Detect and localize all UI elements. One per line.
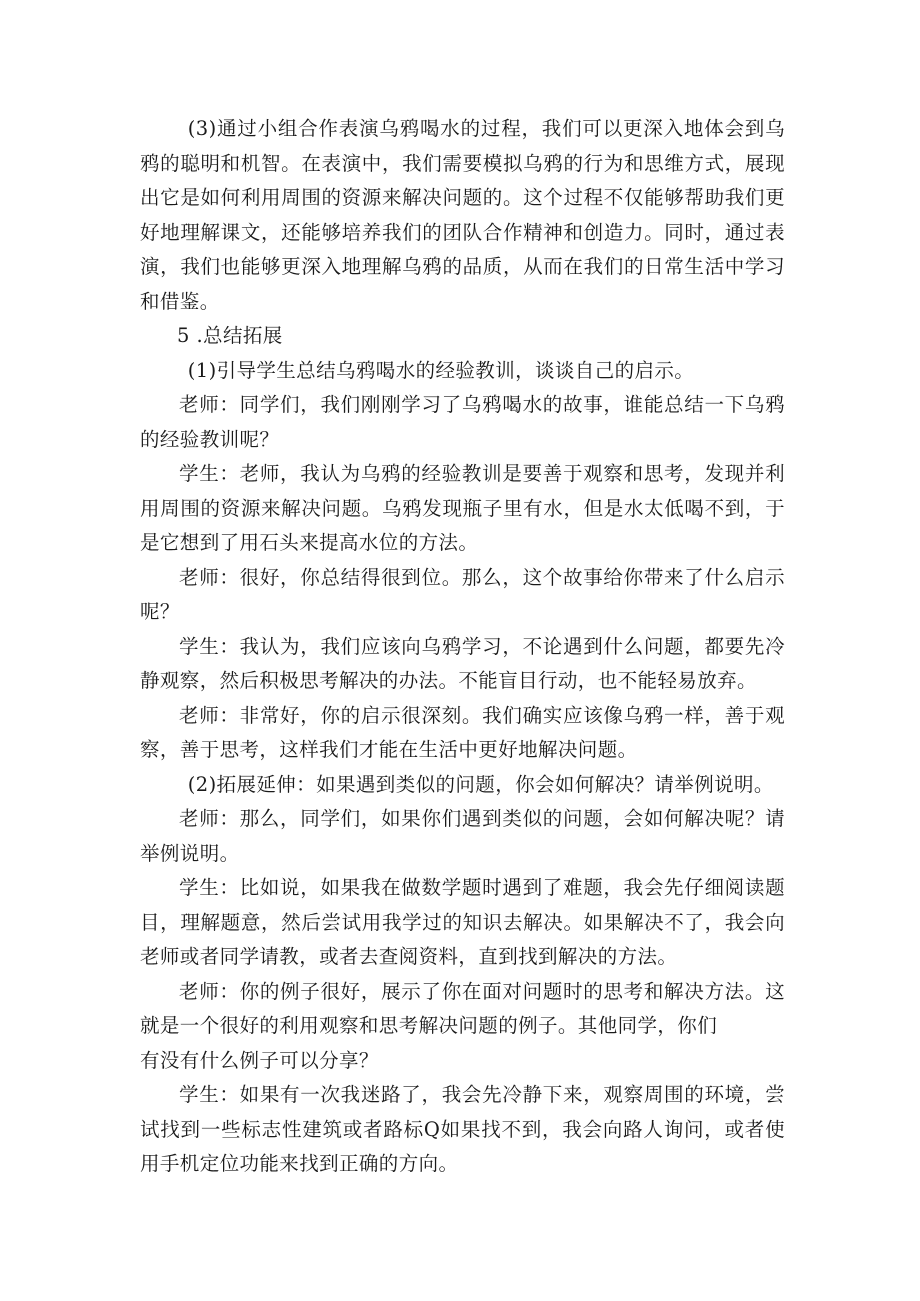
document-page: [140, 112, 785, 1182]
paragraph-item-2-extension: (2)拓展延伸：如果遇到类似的问题，你会如何解决？请举例说明。: [187, 772, 774, 796]
dialogue-student-3: 学生：比如说，如果我在做数学题时遇到了难题，我会先仔细阅读题目，理解题意，然后尝试用我学过的知识去解决。如果解决不了，我会向老师或者同学请教，或者去查阅资料，直到找到解决的方法。: [140, 876, 785, 968]
paragraph-item-1-summary: (1)引导学生总结乌鸦喝水的经验教训，谈谈自己的启示。: [187, 358, 695, 382]
dialogue-student-1: 学生：老师，我认为乌鸦的经验教训是要善于观察和思考，发现并利用周围的资源来解决问题。乌鸦发现瓶子里有水，但是水太低喝不到，于是它想到了用石头来提高水位的方法。: [140, 462, 785, 554]
dialogue-teacher-3: 老师：非常好，你的启示很深刻。我们确实应该像乌鸦一样，善于观察，善于思考，这样我们才能在生活中更好地解决问题。: [140, 703, 785, 761]
dialogue-teacher-4: 老师：那么，同学们，如果你们遇到类似的问题，会如何解决呢？请举例说明。: [140, 807, 785, 865]
dialogue-student-4: 学生：如果有一次我迷路了，我会先冷静下来，观察周围的环境，尝试找到一些标志性建筑或者路标Q如果找不到，我会向路人询问，或者使用手机定位功能来找到正确的方向。: [140, 1083, 785, 1175]
paragraph-item-3-performance: (3)通过小组合作表演乌鸦喝水的过程，我们可以更深入地体会到乌鸦的聪明和机智。在表演中，我们需要模拟乌鸦的行为和思维方式，展现出它是如何利用周围的资源来解决问题的。这个过程不仅能够帮助我们更好地理解课文，还能够培养我们的团队合作精神和创造力。同时，通过表演，我们也能够更深入地理解乌鸦的品质，从而在我们的日常生活中学习和借鉴。: [140, 117, 785, 313]
dialogue-teacher-2: 老师：很好，你总结得很到位。那么，这个故事给你带来了什么启示呢？: [140, 565, 785, 623]
dialogue-teacher-5-continued: 有没有什么例子可以分享？: [140, 1048, 379, 1072]
dialogue-teacher-5: 老师：你的例子很好，展示了你在面对问题时的思考和解决方法。这就是一个很好的利用观察和思考解决问题的例子。其他同学，你们: [140, 979, 785, 1037]
dialogue-student-2: 学生：我认为，我们应该向乌鸦学习，不论遇到什么问题，都要先冷静观察，然后积极思考解决的办法。不能盲目行动，也不能轻易放弃。: [140, 634, 785, 692]
section-heading-summary: 5 .总结拓展: [177, 324, 283, 347]
dialogue-teacher-1: 老师：同学们，我们刚刚学习了乌鸦喝水的故事，谁能总结一下乌鸦的经验教训呢？: [140, 393, 785, 451]
